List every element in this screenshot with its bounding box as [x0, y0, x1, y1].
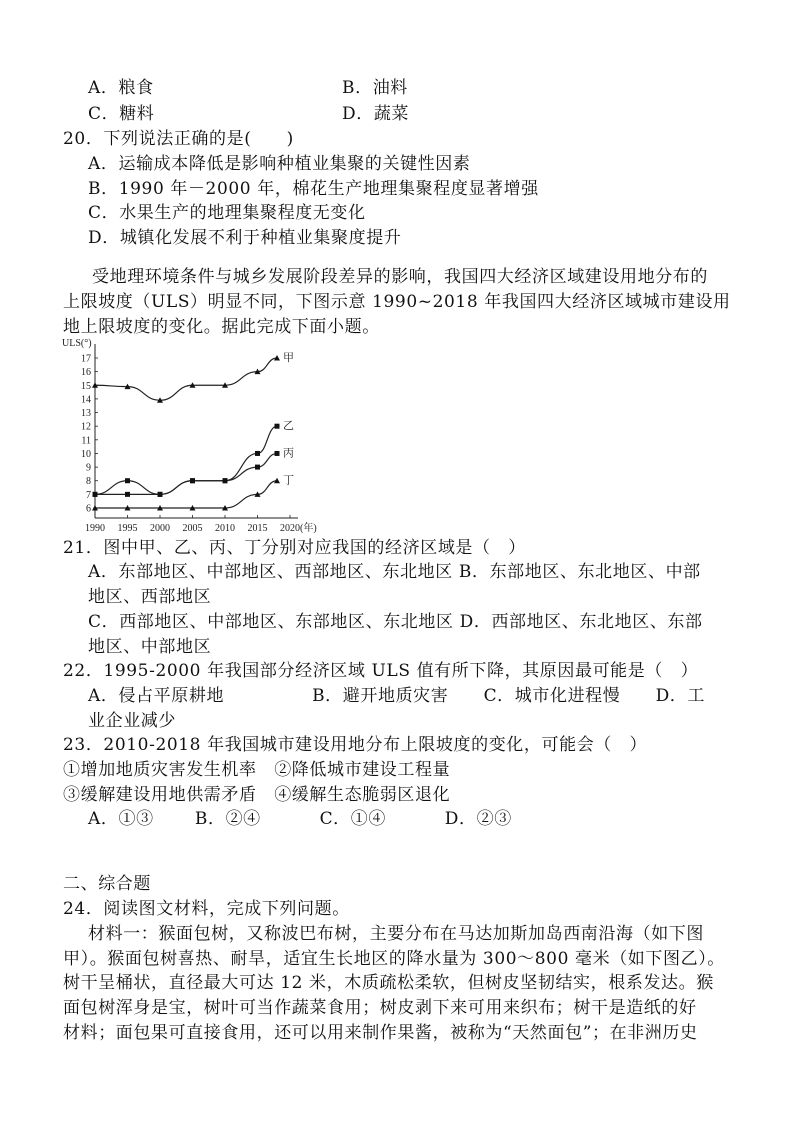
series-point-乙 [125, 478, 130, 483]
q20-option-d: D．城镇化发展不利于种植业集聚度提升 [88, 228, 402, 248]
q20-option-c: C．水果生产的地理集聚程度无变化 [88, 203, 366, 223]
y-tick-label: 14 [81, 394, 91, 406]
x-tick-label: 1995 [117, 523, 138, 533]
intro-line-1: 受地理环境条件与城乡发展阶段差异的影响，我国四大经济区域建设用地分布的 [92, 267, 708, 287]
y-tick-label: 13 [81, 408, 91, 420]
intro-line-3: 地上限坡度的变化。据此完成下面小题。 [63, 317, 380, 337]
q22-line-1: A．侵占平原耕地 B．避开地质灾害 C．城市化进程慢 D．工 [88, 686, 706, 706]
q23-statement-line-2: ③缓解建设用地供需矛盾 ④缓解生态脆弱区退化 [63, 785, 451, 805]
x-tick-label: 2020 [280, 523, 300, 533]
y-tick-label: 15 [81, 380, 91, 392]
y-tick-label: 12 [81, 421, 91, 433]
series-point-丙 [223, 478, 228, 483]
x-axis-label: (年) [300, 523, 317, 533]
y-tick-label: 9 [86, 462, 91, 474]
uls-line-chart [60, 333, 360, 533]
y-tick-label: 8 [86, 476, 91, 488]
series-point-丙 [275, 451, 280, 456]
x-tick-label: 2010 [215, 523, 235, 533]
y-tick-label: 6 [86, 503, 91, 515]
series-label-甲: 甲 [283, 352, 294, 364]
series-point-乙 [255, 451, 260, 456]
series-line-丙 [95, 453, 277, 494]
intro-line-2: 上限坡度（ULS）明显不同，下图示意 1990~2018 年我国四大经济区域城市建设用 [63, 292, 731, 312]
series-point-乙 [275, 424, 280, 429]
section-heading: 二、综合题 [63, 874, 151, 894]
q20-stem: 20．下列说法正确的是( ) [63, 129, 294, 149]
y-tick-label: 7 [86, 489, 91, 501]
series-point-丙 [158, 492, 163, 497]
q22-line-2: 业企业减少 [88, 711, 176, 731]
x-tick-label: 2000 [150, 523, 170, 533]
y-tick-label: 10 [81, 448, 91, 460]
y-tick-label: 17 [81, 353, 91, 365]
q23-stem: 23．2010-2018 年我国城市建设用地分布上限坡度的变化，可能会（ ） [63, 735, 648, 755]
series-line-乙 [95, 426, 277, 494]
q19-option-b: B．油料 [342, 78, 408, 98]
q21-line-1: A．东部地区、中部地区、西部地区、东北地区 B．东部地区、东北地区、中部 [88, 562, 701, 582]
series-label-乙: 乙 [283, 420, 294, 433]
series-point-丙 [93, 492, 98, 497]
q24-material-line-3: 树干呈桶状，直径最大可达 12 米，木质疏松柔软，但树皮坚韧结实，根系发达。猴 [63, 973, 714, 993]
q24-material-line-1: 材料一：猴面包树，又称波巴布树，主要分布在马达加斯加岛西南沿海（如下图 [88, 924, 704, 944]
q24-material-line-2: 甲）。猴面包树喜热、耐旱，适宜生长地区的降水量为 300～800 毫米（如下图乙）。 [63, 949, 725, 969]
q19-option-d: D．蔬菜 [342, 104, 410, 124]
y-tick-label: 11 [81, 435, 91, 447]
series-point-丙 [125, 492, 130, 497]
series-line-甲 [95, 358, 277, 400]
q23-options: A．①③ B．②④ C．①④ D．②③ [88, 809, 512, 829]
series-point-丙 [190, 478, 195, 483]
q21-line-2: 地区、西部地区 [88, 587, 212, 607]
series-point-丙 [255, 465, 260, 470]
q19-option-c: C．糖料 [88, 104, 155, 124]
x-tick-label: 2005 [182, 523, 203, 533]
series-label-丁: 丁 [283, 474, 294, 487]
q23-statement-line-1: ①增加地质灾害发生机率 ②降低城市建设工程量 [63, 760, 451, 780]
x-tick-label: 2015 [247, 523, 268, 533]
q20-option-a: A．运输成本降低是影响种植业集聚的关键性因素 [88, 154, 471, 174]
series-label-丙: 丙 [283, 447, 294, 460]
y-tick-label: 16 [81, 367, 91, 379]
q20-option-b: B．1990 年－2000 年，棉花生产地理集聚程度显著增强 [88, 179, 539, 199]
q24-material-line-4: 面包树浑身是宝，树叶可当作蔬菜食用；树皮剥下来可用来织布；树干是造纸的好 [63, 998, 697, 1018]
q24-material-line-5: 材料；面包果可直接食用，还可以用来制作果酱，被称为“天然面包”；在非洲历史 [63, 1023, 698, 1043]
q21-line-4: 地区、中部地区 [88, 637, 212, 657]
q21-stem: 21．图中甲、乙、丙、丁分别对应我国的经济区域是（ ） [63, 538, 526, 558]
q24-stem: 24．阅读图文材料，完成下列问题。 [63, 899, 350, 919]
q19-option-a: A．粮食 [88, 78, 154, 98]
q21-line-3: C．西部地区、中部地区、东部地区、东北地区 D．西部地区、东北地区、东部 [88, 612, 703, 632]
x-tick-label: 1990 [85, 523, 105, 533]
q22-stem: 22．1995-2000 年我国部分经济区域 ULS 值有所下降，其原因最可能是（ ） [63, 661, 699, 681]
y-axis-label: ULS(°) [62, 338, 92, 349]
